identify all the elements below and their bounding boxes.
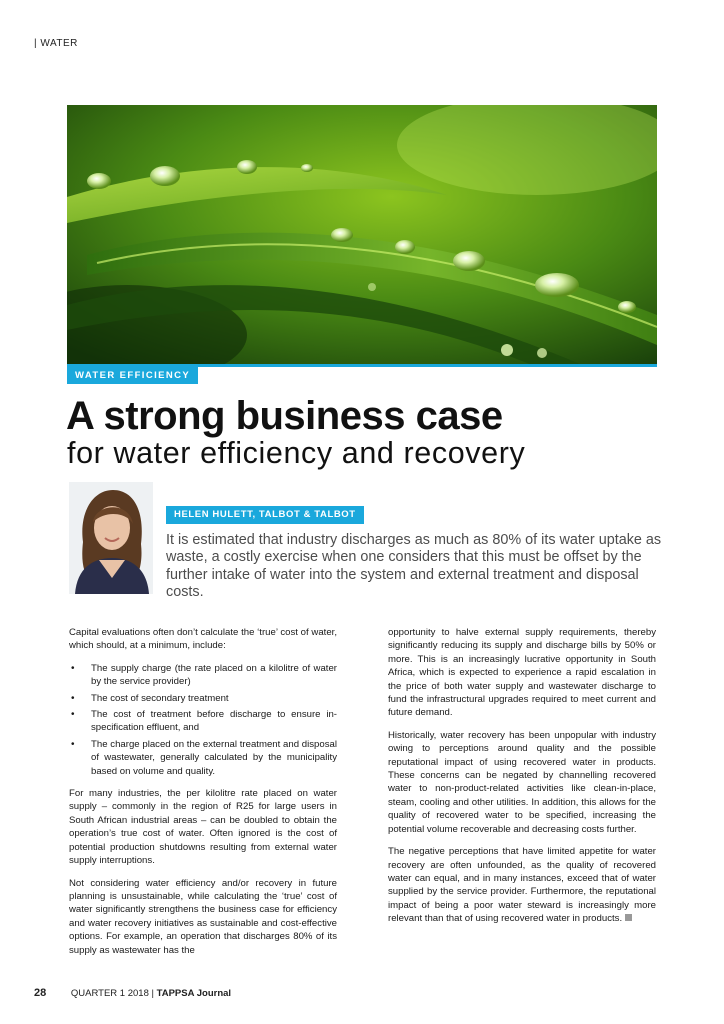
hero-image <box>67 105 657 367</box>
body-column-left <box>69 626 337 966</box>
author-photo-icon <box>69 482 153 594</box>
cost-list <box>69 662 337 778</box>
list-item: • The charge placed on the external treatment and disposal of wastewater, generally calculated by the municipality based on volume and quality. <box>69 738 337 778</box>
list-item: • The cost of treatment before discharge to ensure in-specification effluent, and <box>69 708 337 735</box>
page-footer <box>34 987 231 999</box>
issue-label: QUARTER 1 2018 | <box>70 988 154 999</box>
final-paragraph-text: The negative perceptions that have limited appetite for water recovery are often unfounded, as the quality of recovered water can equal, and in many instances, exceed that of water supplied by the service provider. Furthermore, the reputational impact of being a poor water steward is increasingly more relevant than that of using recovered water in products. <box>388 846 656 925</box>
article-headline: A strong business case <box>66 394 503 438</box>
author-portrait <box>69 482 153 594</box>
body-paragraph: For many industries, the per kilolitre rate placed on water supply – commonly in the region of R25 for large users in South African industrial areas – can be doubled to obtain the operation’s true cost of water. Often ignored is the cost of potential production shutdowns resulting from external water supply interruptions. <box>69 788 337 867</box>
page-number: 28 <box>34 987 47 999</box>
article-subheadline: for water efficiency and recovery <box>67 436 526 470</box>
end-of-article-icon <box>625 914 632 921</box>
category-label: WATER EFFICIENCY <box>67 367 198 384</box>
list-item: • The cost of secondary treatment <box>69 692 337 705</box>
body-paragraph-final <box>388 845 656 925</box>
standfirst: It is estimated that industry discharges as much as 80% of its water uptake as waste, a costly exercise when one considers that this must be offset by the further intake of water into the system and external treatment and disposal costs. <box>166 532 662 600</box>
body-column-right <box>388 626 656 935</box>
leaf-dew-photo-icon <box>67 105 657 367</box>
author-byline: HELEN HULETT, TALBOT & TALBOT <box>166 506 364 524</box>
section-tag: | WATER <box>34 38 78 49</box>
list-item: • The supply charge (the rate placed on a kilolitre of water by the service provider) <box>69 662 337 689</box>
body-paragraph: Not considering water efficiency and/or recovery in future planning is unsustainable, while calculating the ‘true’ cost of water significantly strengthens the business case for efficiency and water recovery initiatives as sustainable and cost-effective options. For example, an operation that discharges 80% of its supply as wastewater has the <box>69 877 337 956</box>
body-paragraph: Capital evaluations often don’t calculate the ‘true’ cost of water, which should, at a minimum, include: <box>69 627 337 652</box>
publication-name: TAPPSA Journal <box>156 988 232 999</box>
body-paragraph: Historically, water recovery has been unpopular with industry owing to perceptions around quality and the possible reputational impact of using recovered water in products. These concerns can be negated by channelling recovered water to non-product-related activities like clean-in-place, steam, cooling and other utilities. In addition, this allows for the quality of recovered water to be specified, increasing the potential volume recoverable and decreasing costs further. <box>388 729 656 835</box>
body-paragraph: opportunity to halve external supply requirements, thereby significantly reducing its supply and discharge bills by 50% or more. This is an increasingly lucrative opportunity in South Africa, which is expected to experience a rapid escalation in the price of both water supply and wastewater discharge to fund the infrastructural upgrades required to meet current and future demand. <box>388 627 656 719</box>
